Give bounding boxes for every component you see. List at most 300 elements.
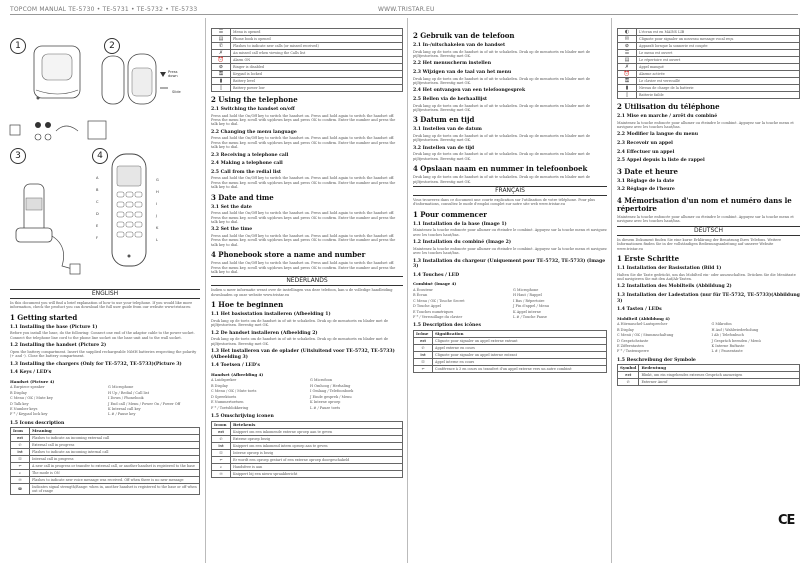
de-key: J Gespräch beenden / Menü (711, 338, 761, 343)
table-cell: Clignote pour signaler un appel externe entrant (433, 338, 607, 345)
fr-body: Maintenez la touche enfoncée pour allumer ou éteindre le combiné. Appuyez sur la touche menu et naviguez avec les touches haut/bas. (413, 246, 607, 256)
key-label-a: A (96, 176, 99, 180)
table-cell: Phone book is opened (231, 36, 403, 43)
nl-icon-col-header: Icoon (212, 421, 231, 428)
fr-heading-2-1: 2.1 Mise en marche / arrêt du combiné (617, 114, 718, 119)
nl-body: Druk lang op de toets om de handset in of uit te schakelen. Druk op de menutoets en blader met de pijltjestoetsen. Bevestig met OK. (413, 152, 591, 161)
voicemail-icon: ✉ (11, 477, 30, 484)
en-heading-1: 1 Getting started (10, 312, 78, 322)
nl-heading-3-2: 3.2 Instellen van de tijd (413, 145, 475, 151)
fr-icon-col-header: Icône (414, 331, 433, 338)
website: WWW.TRISTAR.EU (378, 6, 435, 13)
fr-key: C Menu / OK / Touche Secret (413, 298, 465, 303)
voicemail-icon: ✉ (618, 36, 637, 43)
table-cell: Battery power low (231, 85, 403, 92)
missed-call-icon: ✗ (212, 50, 231, 57)
battery-icon: ▮ (618, 85, 637, 92)
en-heading-1-1: 1.1 Installing the base (Picture 1) (10, 324, 98, 330)
fr-heading-1-1: 1.1 Installation de la base (Image 1) (413, 221, 507, 227)
table-row (618, 379, 800, 386)
table-row (11, 484, 200, 495)
internal-call-icon: ☏ (414, 359, 433, 366)
de-heading-1-3: 1.3 Installation der Ladestation (nur für TE-5732, TE-5733)(Abbildung 3) (617, 293, 800, 304)
column-2 (211, 28, 403, 563)
cables-illustration (8, 115, 118, 147)
column-4 (617, 28, 800, 563)
en-key: L # / Pause key (108, 412, 136, 417)
nl-heading-2-5: 2.5 Bellen via de herhaallijst (413, 97, 488, 102)
slide-label: Slide (172, 90, 181, 94)
de-key-list (617, 322, 800, 354)
key-label-e: E (96, 224, 99, 228)
nl-heading-2-3: 2.3 Wijzigen van de taal van het menu (413, 70, 512, 75)
external-call-icon: ✆ (414, 345, 433, 352)
en-heading-1-4: 1.4 Keys / LED's (10, 370, 52, 376)
en-heading-2: 2 Using the telephone (211, 95, 298, 104)
fr-heading-2-4: 2.4 Effectuer un appel (617, 149, 675, 155)
en-key: G Microphone (108, 385, 134, 390)
table-cell: Clignote pour signaler un nouveau message vocal reçu (637, 36, 800, 43)
table-cell: A new call in progress or transfer to external call, or another handset is registered to the base (30, 463, 200, 470)
nl-key: D Spreektoets (211, 394, 237, 399)
nl-heading-1: 1 Hoe te beginnen (211, 300, 284, 310)
en-heading-2-3: 2.3 Receiving a telephone call (211, 152, 289, 158)
key-label-h: H (156, 190, 159, 194)
table-row (618, 78, 800, 85)
key-label-i: I (156, 202, 158, 206)
en-key: D Talk key (10, 401, 29, 406)
table-cell: The mode is ON (30, 470, 200, 477)
header-rule (10, 14, 798, 15)
table-row (414, 352, 607, 359)
table-row (618, 50, 800, 57)
ringer-off-icon: ⊘ (618, 43, 637, 50)
table-row (212, 36, 403, 43)
en-heading-3: 3 Date and time (211, 192, 274, 202)
int-icon: int (11, 449, 30, 456)
battery-low-icon: ▯ (212, 85, 231, 92)
key-label-j: J (156, 214, 158, 218)
en-heading-2-1: 2.1 Switching the handset on/off (211, 107, 295, 112)
table-cell: Apparaît lorsque la sonnerie est coupée (637, 43, 800, 50)
table-cell: Externer Anruf (639, 379, 800, 386)
ringer-off-icon: ⊘ (212, 64, 231, 71)
en-icons-table-cont (211, 28, 403, 92)
table-row (212, 78, 403, 85)
figure-number-4: 4 (92, 148, 108, 164)
fr-icons-table-cont (617, 28, 800, 99)
en-heading-2-5: 2.5 Call from the redial list (211, 169, 282, 175)
de-key: H Auf / Wahlwiederholung (711, 327, 759, 332)
table-row (212, 470, 403, 477)
nl-key: L # / Pauze toets (310, 405, 341, 410)
en-heading-3-2: 3.2 Set the time (211, 227, 253, 233)
en-heading-4: 4 Phonebook store a name and number (211, 250, 366, 260)
fr-heading-1-4: 1.4 Touches / LED (413, 272, 460, 278)
table-cell: Handsfree is aan (231, 463, 403, 470)
base-station-illustration (28, 40, 88, 102)
english-section (10, 287, 200, 562)
en-body: Press and hold the On/Off key to switch the handset on. Press and hold again to switch the handset off. Press the menu key, scroll with up/down keys and press OK to confirm. Enter the number and press the talk key to dial. (211, 176, 396, 190)
fr-intro: Vous trouverez dans ce document une courte explication sur l'utilisation de votre téléphone. Pour plus d'informations, consultez le mode d'emploi complet sur notre site web www.tristar.eu (413, 198, 596, 207)
table-row (414, 359, 607, 366)
fr-icons-table (413, 330, 607, 373)
mode-icon: ⌕ (212, 463, 231, 470)
en-key: C Menu / OK / Mute key (10, 396, 53, 401)
table-header-row (618, 365, 800, 372)
table-header-row (414, 331, 607, 338)
nl-key: A Luidspreker (211, 378, 237, 383)
en-icons-table (10, 427, 200, 495)
table-row (11, 449, 200, 456)
table-row (618, 36, 800, 43)
en-key: F * / Keypad lock key (10, 412, 48, 417)
fr-heading-2-5: 2.5 Appel depuis la liste de rappel (617, 158, 705, 164)
de-key: F * / Tastensperre (617, 349, 649, 354)
table-row (212, 456, 403, 463)
internal-call-icon: ☏ (11, 456, 30, 463)
de-key: K Interne Ruftaste (711, 344, 745, 348)
table-row (11, 435, 200, 442)
nl-key-list (211, 378, 403, 410)
table-row (212, 57, 403, 64)
nl-heading-2-1: 2.1 In-/uitschakelen van de handset (413, 43, 506, 48)
fr-key: B Écran (413, 293, 428, 298)
fr-key: D Touche Appel (413, 304, 441, 309)
table-cell: Alarm ON (231, 57, 403, 64)
transfer-icon: ↩ (212, 456, 231, 463)
fr-heading-1-3: 1.3 Installation du chargeur (Uniquement pour TE-5732, TE-5733) (Image 3) (413, 258, 606, 270)
nl-body: Druk lang op de toets om de handset in of uit te schakelen. Druk op de menutoets en blader met de pijltjestoetsen. Bevestig met OK. (211, 337, 389, 346)
en-key: B Display (10, 390, 27, 395)
table-cell: Blinkt, um ein eingehendes externes Gespräch anzuzeigen (639, 372, 800, 379)
table-row (212, 64, 403, 71)
table-row (618, 92, 800, 99)
en-heading-2-2: 2.2 Changing the menu language (211, 129, 297, 135)
fr-heading-3: 3 Date et heure (617, 166, 678, 176)
table-row (212, 50, 403, 57)
table-cell: Battery level (231, 78, 403, 85)
fr-heading-1-5: 1.5 Description des icônes (413, 323, 481, 329)
table-row (618, 372, 800, 379)
fr-heading-1: 1 Pour commencer (413, 209, 487, 219)
table-cell: Knippert om een inkomende externe oproep aan te geven (231, 428, 403, 435)
key-label-k: K (156, 226, 159, 230)
de-key: I Ab / Telefonbuch (711, 333, 744, 338)
nl-heading-1-5: 1.5 Omschrijving iconen (211, 413, 274, 419)
en-heading-1-3: 1.3 Installing the chargers (Only for TE-5732, TE-5733)(Picture 3) (10, 361, 182, 367)
table-row (212, 442, 403, 449)
keylock-icon: ⚿ (212, 71, 231, 78)
column-3 (413, 28, 607, 563)
de-intro: In diesem Dokument finden Sie eine kurze Erklärung der Benutzung Ihres Telefons. Weitere Informationen finden Sie in der vollständigen Bedienungsanleitung auf unserer Website www.tristar.eu (617, 237, 782, 251)
signal-icon: ☎ (11, 484, 30, 495)
figure-number-2: 2 (104, 38, 120, 54)
handset-battery-illustration (100, 52, 174, 107)
table-cell: Niveau de charge de la batterie (637, 85, 800, 92)
figure-number-1: 1 (10, 38, 26, 54)
table-cell: Appel externe en cours (433, 345, 607, 352)
table-cell: Clignote pour signaler un appel interne entrant (433, 352, 607, 359)
key-label-b: B (96, 188, 99, 192)
table-row (618, 71, 800, 78)
en-body: Press and hold the On/Off key to switch the handset on. Press and hold again to switch the handset off. Press the menu key, scroll with up/down keys and press OK to confirm. Enter the number and press the talk key to dial. (211, 136, 396, 150)
en-intro: In this document you will find a brief explanation of how to use your telephone. If you would like more information, check the product you can download the full user guide from our website www.tristar.eu (10, 301, 193, 310)
fr-key: K Appel interne (513, 309, 541, 314)
column-divider (611, 18, 612, 563)
table-row (414, 338, 607, 345)
table-row (414, 366, 607, 373)
nl-key: I Omlaag / Telefoonboek (310, 389, 354, 394)
fr-heading-4: 4 Mémorisation d'un nom et numéro dans le répertoire (617, 195, 792, 213)
table-cell: Externe oproep bezig (231, 435, 403, 442)
key-label-c: C (96, 200, 99, 204)
table-cell: Le répertoire est ouvert (637, 57, 800, 64)
key-label-f: F (96, 236, 99, 240)
fr-key: E Touches numériques (413, 309, 454, 314)
fr-body: Maintenez la touche enfoncée pour allumer ou éteindre le combiné. Appuyez sur la touche menu et naviguez avec les touches haut/bas. (617, 120, 794, 129)
nl-heading-1-2: 1.2 De handset installeren (Afbeelding 2) (211, 330, 318, 336)
ext-icon: ext (618, 372, 639, 379)
fr-heading-2-3: 2.3 Recevoir un appel (617, 141, 673, 146)
fr-body: Maintenez la touche enfoncée pour allumer ou éteindre le combiné. Appuyez sur la touche menu et naviguez avec les touches haut/bas. (617, 214, 794, 224)
de-key: G Mikrofon (711, 322, 732, 327)
nl-meaning-col-header: Betekenis (231, 421, 403, 428)
ext-icon: ext (212, 428, 231, 435)
menu-icon: ☰ (618, 50, 637, 57)
en-handset-title: Handset (Picture 4) (10, 378, 55, 384)
table-cell: Conférence à 3 en cours ou transfert d'un appel externe vers un autre combiné (433, 366, 607, 373)
nl-body: Druk lang op de toets om de handset in of uit te schakelen. Druk op de menutoets en blader met de pijltjestoetsen. Bevestig met OK. (413, 134, 591, 143)
table-row (618, 43, 800, 50)
table-cell: Interne oproep is bezig (231, 449, 403, 456)
en-key: J End call / Menu / Power On / Power Off (108, 401, 181, 406)
table-row (212, 43, 403, 50)
transfer-icon: ↩ (414, 366, 433, 373)
de-body: Halten Sie die Taste gedrückt, um das Mobilteil ein- oder auszuschalten. Drücken Sie die Menütaste und navigieren Sie mit den Auf/Ab-Tasten. (617, 272, 796, 281)
en-body: Press and hold the On/Off key to switch the handset on. Press and hold again to switch the handset off. Press the menu key, scroll with up/down keys and press OK to confirm. Enter the number and press the talk key to dial. (211, 234, 396, 247)
nl-heading-1-1: 1.1 Het basisstation installeren (Afbeelding 1) (211, 312, 331, 318)
table-header-row (212, 421, 403, 428)
key-label-g: G (156, 178, 159, 182)
de-heading-1-4: 1.4 Tasten / LEDs (617, 307, 662, 313)
column-divider (205, 18, 206, 563)
nl-icons-table (211, 421, 403, 478)
table-row (414, 345, 607, 352)
external-call-icon: ✆ (618, 379, 639, 386)
de-meaning-col-header: Bedeutung (639, 365, 800, 372)
table-cell: Flashes to indicate new voice message was received. Off when there is no new message (30, 477, 200, 484)
table-row (11, 456, 200, 463)
fr-key: F * / Verrouillage du clavier (413, 315, 463, 320)
table-row (11, 470, 200, 477)
table-row (212, 449, 403, 456)
nl-body: Druk lang op de toets om de handset in of uit te schakelen. Druk op de menutoets en blader met de pijltjestoetsen. Bevestig met OK. (413, 103, 591, 112)
transfer-icon: ↩ (11, 463, 30, 470)
de-heading-1: 1 Erste Schritte (617, 254, 680, 263)
alarm-icon: ⏰ (212, 57, 231, 64)
de-icon-col-header: Symbol (618, 365, 639, 372)
en-heading-1-5: 1.5 Icons description (10, 420, 65, 426)
nl-heading-2-2: 2.2 Het menuscherm instellen (413, 61, 492, 67)
fr-key-list (413, 288, 607, 320)
table-cell: Appel interne en cours (433, 359, 607, 366)
manual-title: TOPCOM MANUAL TE-5730 • TE-5731 • TE-5732 • TE-5733 (10, 6, 198, 13)
nl-key: E Nummertoetsen (211, 400, 244, 405)
phonebook-icon: ▤ (618, 57, 637, 64)
battery-icon: ▮ (212, 78, 231, 85)
de-key: E Zifferntasten (617, 344, 644, 348)
nederlands-banner: NEDERLANDS (211, 276, 403, 286)
english-banner: ENGLISH (10, 289, 200, 299)
nl-body: Druk lang op de toets om de handset in of uit te schakelen. Druk op de menutoets en blader met de pijltjestoetsen. Bevestig met OK. (413, 76, 591, 85)
de-heading-1-1: 1.1 Installation der Basisstation (Bild 1) (617, 266, 722, 271)
table-cell: Flashes to indicate an incoming internal call (30, 449, 200, 456)
fr-heading-2: 2 Utilisation du téléphone (617, 102, 720, 111)
fr-key: J Fin d'appel / Menu (513, 304, 549, 309)
key-label-d: D (96, 212, 99, 216)
table-cell: Keypad is locked (231, 71, 403, 78)
mode-icon: ⌕ (11, 470, 30, 477)
en-heading-1-2: 1.2 Installing the handset (Picture 2) (10, 343, 107, 349)
nl-key: G Microfoon (310, 378, 333, 383)
table-row (212, 463, 403, 470)
nl-heading-2-4: 2.4 Het ontvangen van een telefoongesprek (413, 88, 526, 94)
fr-key: I Bas / Répertoire (513, 298, 545, 303)
de-key: C Menü / OK / Stummschaltung (617, 333, 674, 338)
table-row (212, 71, 403, 78)
ext-icon: ext (414, 338, 433, 345)
nl-heading-2: 2 Gebruik van de telefoon (413, 31, 515, 40)
table-cell: Er wordt een oproep gestart of een externe oproep doorgeschakeld (231, 456, 403, 463)
table-cell: Ringer is disabled (231, 64, 403, 71)
table-row (212, 435, 403, 442)
fr-key: H Haut / Rappel (513, 293, 542, 298)
table-cell: External call in progress (30, 442, 200, 449)
table-cell: Appel manqué (637, 64, 800, 71)
table-cell: Knippert om een inkomend intern oproep aan te geven (231, 442, 403, 449)
en-meaning-col-header: Meaning (30, 428, 200, 435)
de-key: B Display (617, 327, 634, 332)
table-row (212, 29, 403, 36)
battery-low-icon: ▯ (618, 92, 637, 99)
table-cell: Alarme activée (637, 71, 800, 78)
table-cell: Flashes to indicate new calls (or missed received) (231, 43, 403, 50)
table-row (212, 85, 403, 92)
table-cell: Le menu est ouvert (637, 50, 800, 57)
fr-heading-1-2: 1.2 Installation du combiné (Image 2) (413, 240, 512, 246)
en-heading-3-1: 3.1 Set the date (211, 204, 252, 210)
en-icon-col-header: Icon (11, 428, 30, 435)
ce-mark: CE (778, 513, 795, 528)
nl-heading-4: 4 Opslaan naam en nummer in telefoonboek (413, 164, 588, 174)
table-row (618, 57, 800, 64)
calls-icon: ✆ (212, 43, 231, 50)
de-heading-1-2: 1.2 Installation des Mobilteils (Abbildung 2) (617, 284, 732, 290)
keylock-icon: ⚿ (618, 78, 637, 85)
en-key: A Earpiece speaker (10, 385, 45, 390)
missed-call-icon: ✗ (618, 64, 637, 71)
en-key: I Down / Phonebook (108, 396, 144, 401)
en-key-list (10, 385, 200, 417)
external-call-icon: ✆ (11, 442, 30, 449)
nl-key: K Interne oproep (310, 400, 341, 405)
en-key: K Internal call key (108, 407, 141, 412)
handsfree-icon: ◐ (618, 29, 637, 36)
voicemail-icon: ✉ (212, 470, 231, 477)
table-row (212, 428, 403, 435)
handset-keypad-illustration (106, 152, 152, 270)
fr-heading-2-2: 2.2 Modifier la langue du menu (617, 132, 699, 138)
fr-body: Maintenez la touche enfoncée pour allumer ou éteindre le combiné. Appuyez sur la touche menu et naviguez avec les touches haut/bas. (413, 228, 607, 237)
nl-heading-1-4: 1.4 Toetsen / LED's (211, 363, 261, 369)
en-key: H Up / Redial / Call list (108, 390, 149, 395)
key-label-l: L (156, 238, 159, 242)
nl-key: B Display (211, 383, 228, 388)
external-call-icon: ✆ (212, 435, 231, 442)
nl-body: Druk lang op de toets om de handset in of uit te schakelen. Druk op de menutoets en blader met de pijltjestoetsen. Bevestig met OK. (413, 175, 591, 184)
fr-heading-3-1: 3.1 Réglage de la date (617, 178, 675, 184)
nl-key: J Einde gesprek / Menu (310, 394, 352, 399)
en-body: Press and hold the On/Off key to switch the handset on. Press and hold again to switch the handset off. Press the menu key, scroll with up/down keys and press OK to confirm. Enter the number and press the talk key to dial. (211, 113, 396, 127)
table-header-row (11, 428, 200, 435)
table-cell: An missed call when viewing the Calls list (231, 50, 403, 57)
table-cell: Le clavier est verrouillé (637, 78, 800, 85)
column-divider (407, 18, 408, 563)
table-cell: Indicates signal strength/Range: when in, another handset is registered to the base or off when out of range (30, 484, 200, 495)
de-key: L # / Pausentaste (711, 349, 743, 354)
table-row (11, 442, 200, 449)
de-key: D Gesprächstaste (617, 338, 649, 343)
francais-banner: FRANÇAIS (413, 186, 607, 196)
deutsch-banner: DEUTSCH (617, 226, 800, 236)
table-cell: Batterie faible (637, 92, 800, 99)
nl-heading-1-3: 1.3 Het installeren van de oplader (Uitsluitend voor TE-5732, TE-5733) (Afbeelding 3) (211, 349, 395, 360)
table-cell: Internal call in progress (30, 456, 200, 463)
en-text-1-2: Open the battery compartment. Insert the supplied rechargeable NiMH batteries respecting the polarity (+ and -). Close the battery compartment. (10, 349, 197, 359)
de-heading-1-5: 1.5 Beschreibung der Symbole (617, 357, 696, 363)
table-row (618, 29, 800, 36)
nl-heading-3-1: 3.1 Instellen van de datum (413, 127, 482, 133)
fr-key: A Écouteur (413, 288, 433, 293)
table-row (11, 477, 200, 484)
nl-key: C Menu / OK / Mute toets (211, 389, 257, 394)
table-cell: Knippert bij een nieuw spraakbericht (231, 470, 403, 477)
en-text-1-1: Before you install the base, do the following: Connect one end of the adaptor cable to the power socket. Connect the telephone line cord to the phone line socket on the base unit and to the wall socket. (10, 331, 195, 340)
table-row (11, 463, 200, 470)
internal-call-icon: ☏ (212, 449, 231, 456)
en-body: Press and hold the On/Off key to switch the handset on. Press and hold again to switch the handset off. Press the menu key, scroll with up/down keys and press OK to confirm. Enter the number and press the talk key to dial. (211, 211, 396, 225)
de-key: A Hörmuschel-Lautsprecher (617, 322, 668, 327)
nl-intro: Indien u meer informatie wenst over de instellingen van deze telefoon, kan u de volledige handleiding downloaden op onze website www.tristar.eu (211, 288, 393, 297)
ext-icon: ext (11, 435, 30, 442)
alarm-icon: ⏰ (618, 71, 637, 78)
fr-meaning-col-header: Signification (433, 331, 607, 338)
nl-heading-3: 3 Datum en tijd (413, 115, 475, 125)
en-body: Press and hold the On/Off key to switch the handset on. Press and hold again to switch the handset off. Press the menu key, scroll with up/down keys and press OK to confirm. Enter the number and press the talk key to dial. (211, 261, 396, 275)
table-cell: L'écran est en MAINS LIB (637, 29, 800, 36)
int-icon: int (212, 442, 231, 449)
nl-body: Druk lang op de toets om de handset in of uit te schakelen. Druk op de menutoets en blader met de pijltjestoetsen. Bevestig met OK. (211, 318, 389, 328)
fr-key: L # / Touche Pause (513, 315, 548, 320)
nl-key: F * / Toetsblokkering (211, 405, 249, 410)
nl-body: Druk lang op de toets om de handset in of uit te schakelen. Druk op de menutoets en blader met de pijltjestoetsen. Bevestig met OK. (413, 49, 591, 58)
table-row (618, 64, 800, 71)
de-icons-table (617, 364, 800, 386)
figure-number-3: 3 (10, 148, 26, 164)
nl-handset-title: Handset (Afbeelding 4) (211, 371, 264, 377)
en-key: E Number keys (10, 407, 38, 412)
